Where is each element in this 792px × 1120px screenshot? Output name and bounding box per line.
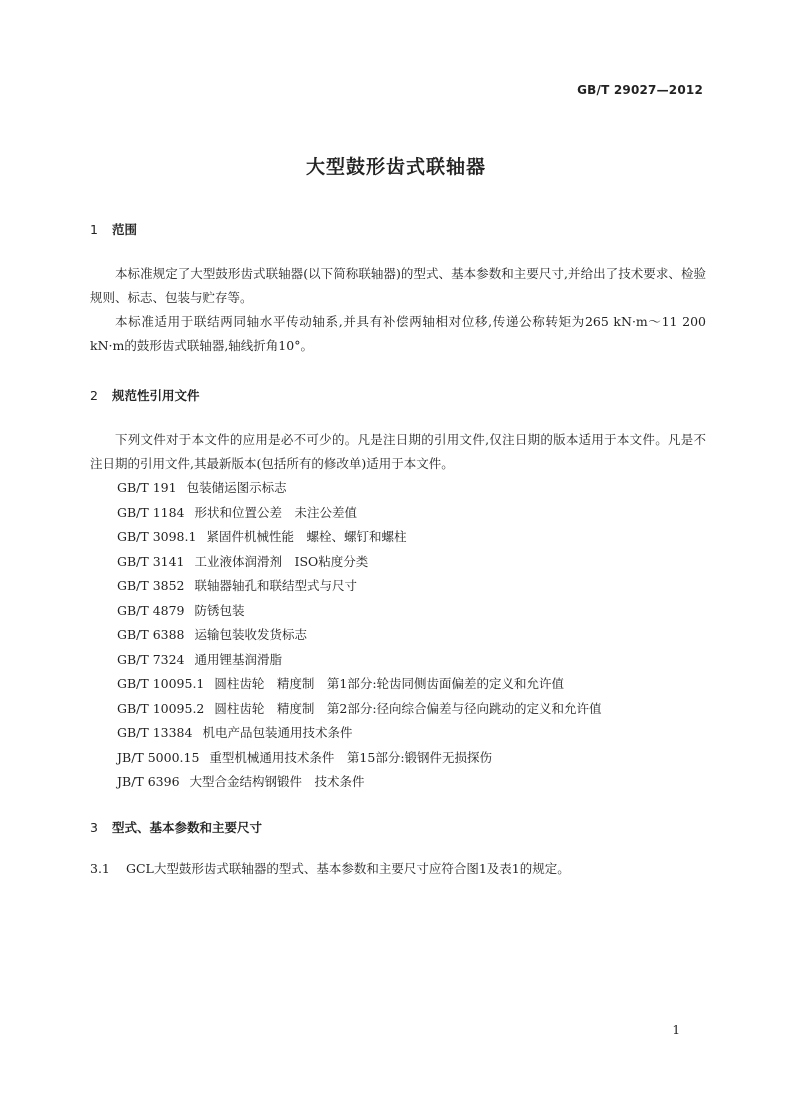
reference-item <box>117 599 602 624</box>
reference-code: GB/T 191 <box>117 480 177 495</box>
clause-3-1-text: GCL大型鼓形齿式联轴器的型式、基本参数和主要尺寸应符合图1及表1的规定。 <box>126 861 570 876</box>
reference-item <box>117 770 602 795</box>
section-3-title: 型式、基本参数和主要尺寸 <box>112 820 263 835</box>
reference-title: 重型机械通用技术条件 第15部分:锻钢件无损探伤 <box>209 749 493 765</box>
section-1-paragraph-1: 本标准规定了大型鼓形齿式联轴器(以下简称联轴器)的型式、基本参数和主要尺寸,并给出了技术要求、检验规则、标志、包装与贮存等。 <box>90 266 706 305</box>
reference-code: GB/T 10095.1 <box>117 676 205 691</box>
section-2-paragraph-1: 下列文件对于本文件的应用是必不可少的。凡是注日期的引用文件,仅注日期的版本适用于本文件。凡是不注日期的引用文件,其最新版本(包括所有的修改单)适用于本文件。 <box>90 432 706 471</box>
normative-reference-list <box>117 476 602 795</box>
reference-code: JB/T 5000.15 <box>117 749 200 765</box>
section-2-body <box>90 428 706 476</box>
reference-item <box>117 721 602 746</box>
standard-code: GB/T 29027—2012 <box>577 83 703 97</box>
page-number: 1 <box>672 1023 680 1037</box>
reference-item <box>117 672 602 697</box>
reference-code: GB/T 6388 <box>117 627 185 642</box>
reference-item <box>117 623 602 648</box>
section-2-title: 规范性引用文件 <box>112 388 200 403</box>
reference-title: 防锈包装 <box>194 602 245 618</box>
reference-item <box>117 501 602 526</box>
reference-title: 圆柱齿轮 精度制 第1部分:轮齿同侧齿面偏差的定义和允许值 <box>214 676 565 691</box>
clause-3-1-number: 3.1 <box>90 861 110 876</box>
reference-code: GB/T 3852 <box>117 578 185 593</box>
reference-title: 通用锂基润滑脂 <box>194 651 283 667</box>
section-1-number: 1 <box>90 222 98 237</box>
reference-code: GB/T 7324 <box>117 651 185 667</box>
reference-title: 机电产品包装通用技术条件 <box>202 725 353 740</box>
reference-item <box>117 648 602 673</box>
section-2-heading <box>90 386 200 404</box>
section-2-number: 2 <box>90 388 98 403</box>
reference-code: GB/T 3098.1 <box>117 529 197 544</box>
document-title: 大型鼓形齿式联轴器 <box>305 156 486 178</box>
reference-item <box>117 476 602 501</box>
reference-item <box>117 525 602 550</box>
reference-item <box>117 574 602 599</box>
reference-code: GB/T 10095.2 <box>117 700 205 716</box>
clause-3-1 <box>90 859 570 877</box>
reference-code: GB/T 3141 <box>117 553 185 569</box>
section-3-number: 3 <box>90 820 98 835</box>
reference-code: GB/T 1184 <box>117 504 185 520</box>
section-1-title: 范围 <box>112 222 138 237</box>
reference-title: 圆柱齿轮 精度制 第2部分:径向综合偏差与径向跳动的定义和允许值 <box>214 700 602 716</box>
reference-title: 形状和位置公差 未注公差值 <box>194 504 358 520</box>
section-3-heading <box>90 818 262 836</box>
reference-code: JB/T 6396 <box>117 774 180 789</box>
reference-title: 大型合金结构钢锻件 技术条件 <box>189 774 365 789</box>
reference-title: 工业液体润滑剂 ISO粘度分类 <box>194 553 369 569</box>
section-1-paragraph-2: 本标准适用于联结两同轴水平传动轴系,并具有补偿两轴相对位移,传递公称转矩为265 kN·m～11 200 kN·m的鼓形齿式联轴器,轴线折角10°。 <box>90 314 706 353</box>
reference-title: 联轴器轴孔和联结型式与尺寸 <box>194 578 358 593</box>
reference-code: GB/T 13384 <box>117 725 193 740</box>
reference-item <box>117 746 602 771</box>
section-1-body <box>90 262 706 358</box>
reference-item <box>117 697 602 722</box>
section-1-heading <box>90 220 137 238</box>
reference-code: GB/T 4879 <box>117 602 185 618</box>
reference-title: 运输包装收发货标志 <box>194 627 308 642</box>
reference-title: 紧固件机械性能 螺栓、螺钉和螺柱 <box>206 529 407 544</box>
reference-item <box>117 550 602 575</box>
reference-title: 包装储运图示标志 <box>186 480 287 495</box>
